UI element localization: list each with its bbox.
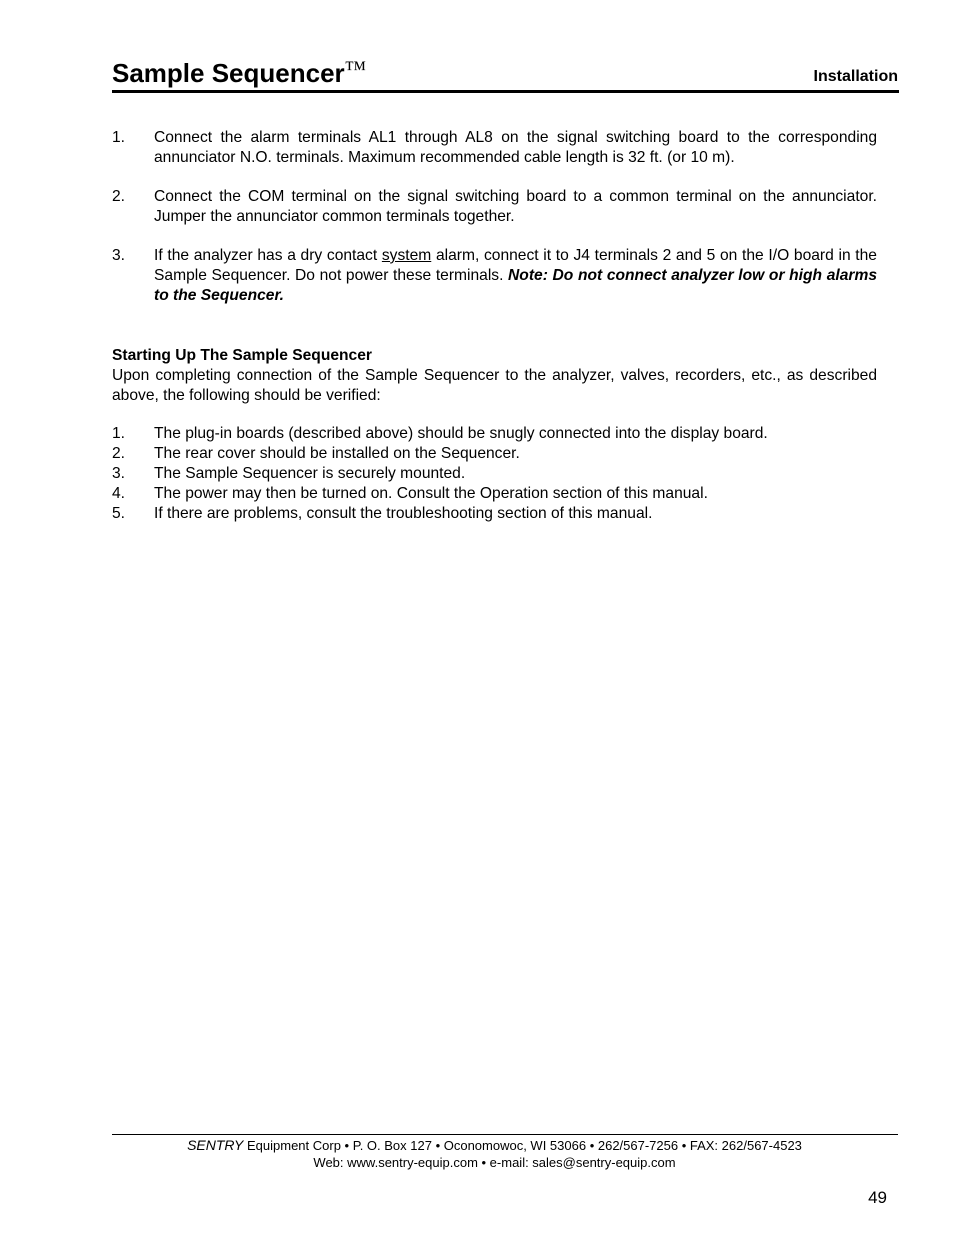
item-number: 4. [112,485,126,502]
footer-line-2: Web: www.sentry-equip.com • e-mail: sales@sentry-equip.com [313,1155,676,1170]
item-text: The plug-in boards (described above) should be snugly connected into the display board. [154,425,768,442]
footer-line-1 [112,1136,877,1155]
page-title [112,58,366,89]
item-number: 1. [112,425,126,442]
underlined-term: system [381,247,432,264]
list-item [112,246,877,306]
installation-steps [112,128,877,306]
item-text: Connect the alarm terminals AL1 through AL8 on the signal switching board to the corresponding annunciator N.O. terminals. Maximum recommended cable length is 32 ft. (or 10 m). [154,129,877,166]
item-number: 3. [112,247,126,264]
warning-note: Note: Do not connect analyzer low or high alarms to the Sequencer. [154,267,877,304]
list-item [112,128,877,168]
list-item [112,187,877,227]
title-text: Sample Sequencer [112,58,345,88]
list-item [112,464,877,484]
item-text: The Sample Sequencer is securely mounted. [154,465,466,482]
section-label: Installation [813,68,898,85]
item-text: Connect the COM terminal on the signal switching board to a common terminal on the annunciator. Jumper the annunciator common terminals together. [154,188,877,225]
footer-address: Equipment Corp • P. O. Box 127 • Oconomowoc, WI 53066 • 262/567-7256 • FAX: 262/567-4523 [243,1138,802,1153]
item-number: 5. [112,505,126,522]
verification-list [112,424,877,524]
item-text-after: alarm, connect it to J4 terminals 2 and 5 on the I/O board in the Sample Sequencer. Do not power these terminals. [154,247,877,284]
list-item [112,484,877,504]
list-item [112,444,877,464]
item-text: The rear cover should be installed on the Sequencer. [154,445,520,462]
item-text-before: If the analyzer has a dry contact [154,247,382,264]
footer-divider [112,1134,898,1135]
item-text: If there are problems, consult the troubleshooting section of this manual. [154,505,653,522]
page-header [112,56,899,93]
item-text: The power may then be turned on. Consult the Operation section of this manual. [154,485,708,502]
list-item [112,424,877,444]
list-item [112,504,877,524]
footer-brand: SENTRY [187,1137,244,1153]
item-number: 1. [112,129,126,146]
item-number: 3. [112,465,126,482]
intro-paragraph: Upon completing connection of the Sample Sequencer to the analyzer, valves, recorders, etc., as described above, the following should be verified: [112,367,877,404]
item-number: 2. [112,188,126,205]
section-heading: Starting Up The Sample Sequencer [112,347,372,364]
item-number: 2. [112,445,126,462]
page-number: 49 [868,1188,887,1207]
startup-section [112,346,877,406]
trademark-symbol: ™ [344,56,367,81]
